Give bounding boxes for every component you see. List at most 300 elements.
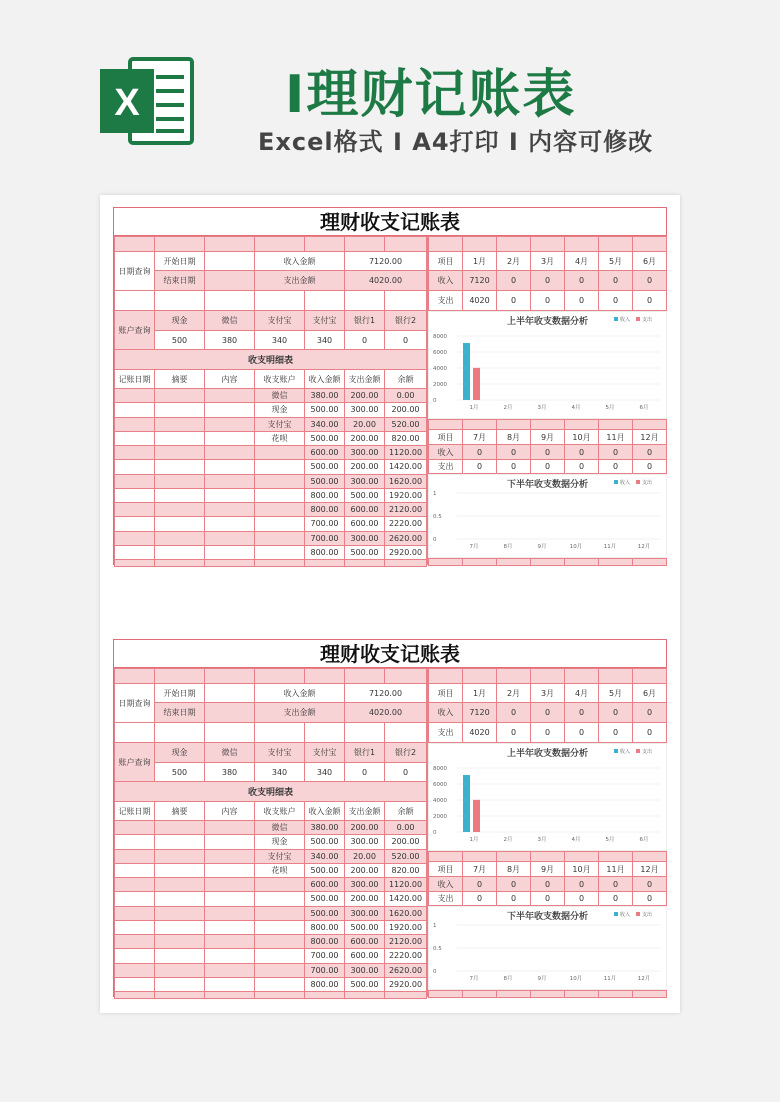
cell[interactable] (205, 723, 255, 743)
cell[interactable] (155, 503, 205, 517)
cell[interactable] (155, 417, 205, 431)
end-date-input[interactable] (205, 271, 255, 291)
cell[interactable] (115, 417, 155, 431)
income-value: 0 (497, 271, 531, 291)
legend-swatch (614, 317, 618, 321)
cell[interactable] (115, 992, 155, 999)
cell[interactable] (531, 237, 565, 252)
cell[interactable] (305, 560, 345, 567)
income-value: 0 (565, 271, 599, 291)
cell[interactable] (345, 992, 385, 999)
expense-label: 支出 (429, 892, 463, 906)
chart-title: 上半年收支数据分析 (506, 317, 589, 327)
cell[interactable] (155, 545, 205, 559)
expense-cell: 600.00 (345, 503, 385, 517)
cell[interactable] (115, 389, 155, 403)
cell[interactable] (205, 460, 255, 474)
cell[interactable] (115, 723, 155, 743)
x-tick-label: 5月 (605, 837, 615, 843)
account-balance: 340 (305, 763, 345, 782)
cell[interactable] (599, 669, 633, 684)
cell[interactable] (205, 237, 255, 252)
cell[interactable] (155, 892, 205, 906)
cell[interactable] (205, 531, 255, 545)
cell[interactable] (205, 992, 255, 999)
cell[interactable] (633, 420, 667, 430)
cell[interactable] (155, 669, 205, 684)
cell[interactable] (205, 835, 255, 849)
cell[interactable] (155, 488, 205, 502)
account-name: 微信 (205, 743, 255, 763)
cell[interactable] (115, 920, 155, 934)
cell[interactable] (155, 531, 205, 545)
expense-value: 0 (463, 460, 497, 474)
cell[interactable] (531, 669, 565, 684)
cell[interactable] (531, 991, 565, 998)
cell[interactable] (155, 821, 205, 835)
cell[interactable] (565, 559, 599, 566)
column-header: 支出金额 (345, 370, 385, 389)
cell[interactable] (205, 669, 255, 684)
cell[interactable] (205, 474, 255, 488)
start-date-input[interactable] (205, 252, 255, 271)
cell[interactable] (115, 977, 155, 991)
income-total-value: 7120.00 (345, 684, 427, 703)
expense-value: 0 (633, 460, 667, 474)
account-cell (255, 920, 305, 934)
cell[interactable] (385, 669, 427, 684)
account-cell (255, 906, 305, 920)
income-value: 7120 (463, 703, 497, 723)
column-header: 记账日期 (115, 802, 155, 821)
balance-cell: 1420.00 (385, 892, 427, 906)
cell[interactable] (205, 949, 255, 963)
expense-cell: 300.00 (345, 878, 385, 892)
cell[interactable] (155, 389, 205, 403)
cell[interactable] (255, 992, 305, 999)
y-tick-label: 6000 (433, 350, 447, 356)
legend-label: 支出 (642, 480, 653, 486)
month-header: 9月 (531, 862, 565, 877)
detail-row (115, 906, 427, 920)
cell[interactable] (155, 863, 205, 877)
month-header: 2月 (497, 252, 531, 271)
cell[interactable] (155, 560, 205, 567)
expense-cell: 200.00 (345, 460, 385, 474)
legend-label: 收入 (620, 749, 631, 755)
cell[interactable] (155, 517, 205, 531)
cell[interactable] (115, 460, 155, 474)
cell[interactable] (115, 669, 155, 684)
account-name: 支付宝 (305, 743, 345, 763)
cell[interactable] (155, 474, 205, 488)
cell[interactable] (345, 560, 385, 567)
cell[interactable] (565, 852, 599, 862)
legend-swatch (636, 749, 640, 753)
account-cell (255, 963, 305, 977)
cell[interactable] (115, 531, 155, 545)
cell[interactable] (155, 849, 205, 863)
second-half-chart (428, 906, 667, 990)
expense-cell: 500.00 (345, 488, 385, 502)
y-tick-label: 8000 (433, 334, 447, 340)
cell[interactable] (565, 991, 599, 998)
cell[interactable] (115, 503, 155, 517)
y-tick-label: 0 (433, 398, 437, 404)
account-balance: 340 (255, 763, 305, 782)
expense-value: 0 (633, 723, 667, 743)
account-cell: 现金 (255, 835, 305, 849)
y-tick-label: 1 (433, 491, 437, 497)
income-value: 0 (633, 445, 667, 460)
month-header: 3月 (531, 252, 565, 271)
expense-value: 0 (565, 892, 599, 906)
cell[interactable] (497, 852, 531, 862)
legend-swatch (614, 912, 618, 916)
cell[interactable] (463, 237, 497, 252)
end-date-input[interactable] (205, 703, 255, 723)
expense-cell: 200.00 (345, 389, 385, 403)
cell[interactable] (205, 977, 255, 991)
cell[interactable] (205, 849, 255, 863)
cell[interactable] (633, 237, 667, 252)
expense-value: 0 (497, 723, 531, 743)
cell[interactable] (429, 991, 463, 998)
cell[interactable] (205, 560, 255, 567)
cell[interactable] (633, 669, 667, 684)
month-header: 5月 (599, 252, 633, 271)
detail-row (115, 446, 427, 460)
month-header: 8月 (497, 430, 531, 445)
month-header: 12月 (633, 862, 667, 877)
cell[interactable] (463, 852, 497, 862)
cell[interactable] (429, 420, 463, 430)
expense-value: 0 (599, 291, 633, 311)
cell[interactable] (463, 559, 497, 566)
cell[interactable] (115, 963, 155, 977)
item-label: 项目 (429, 862, 463, 877)
cell[interactable] (497, 991, 531, 998)
cell[interactable] (155, 460, 205, 474)
x-tick-label: 9月 (537, 976, 547, 982)
cell[interactable] (205, 417, 255, 431)
cell[interactable] (155, 878, 205, 892)
income-cell: 800.00 (305, 920, 345, 934)
cell[interactable] (155, 949, 205, 963)
income-cell: 600.00 (305, 878, 345, 892)
cell[interactable] (115, 474, 155, 488)
income-cell: 500.00 (305, 835, 345, 849)
detail-row (115, 920, 427, 934)
cell[interactable] (205, 892, 255, 906)
cell[interactable] (115, 892, 155, 906)
cell[interactable] (599, 237, 633, 252)
x-tick-label: 10月 (569, 976, 583, 982)
expense-cell: 200.00 (345, 821, 385, 835)
cell[interactable] (205, 863, 255, 877)
account-name: 银行2 (385, 311, 427, 331)
income-value: 0 (497, 877, 531, 892)
expense-value: 0 (463, 892, 497, 906)
cell[interactable] (205, 403, 255, 417)
account-cell: 微信 (255, 821, 305, 835)
income-cell: 380.00 (305, 389, 345, 403)
cell[interactable] (115, 863, 155, 877)
x-tick-label: 5月 (605, 405, 615, 411)
month-header: 6月 (633, 252, 667, 271)
income-value: 0 (497, 445, 531, 460)
cell[interactable] (155, 992, 205, 999)
detail-row (115, 878, 427, 892)
x-tick-label: 6月 (639, 837, 649, 843)
cell[interactable] (205, 963, 255, 977)
sheet-1 (113, 207, 667, 565)
expense-value: 0 (531, 291, 565, 311)
balance-cell: 1420.00 (385, 460, 427, 474)
cell[interactable] (463, 991, 497, 998)
y-tick-label: 0 (433, 969, 437, 975)
cell[interactable] (255, 237, 305, 252)
cell[interactable] (205, 906, 255, 920)
expense-cell: 300.00 (345, 963, 385, 977)
balance-cell: 1920.00 (385, 488, 427, 502)
column-header: 余额 (385, 802, 427, 821)
cell[interactable] (305, 723, 345, 743)
balance-cell: 1620.00 (385, 906, 427, 920)
cell[interactable] (205, 935, 255, 949)
month-header: 8月 (497, 862, 531, 877)
cell[interactable] (599, 559, 633, 566)
cell[interactable] (205, 878, 255, 892)
cell[interactable] (205, 821, 255, 835)
cell[interactable] (497, 559, 531, 566)
cell[interactable] (115, 237, 155, 252)
cell[interactable] (429, 559, 463, 566)
cell[interactable] (205, 503, 255, 517)
cell[interactable] (155, 963, 205, 977)
cell[interactable] (115, 821, 155, 835)
month-header: 12月 (633, 430, 667, 445)
cell[interactable] (385, 992, 427, 999)
column-header: 支出金额 (345, 802, 385, 821)
income-value: 0 (599, 877, 633, 892)
cell[interactable] (155, 431, 205, 445)
cell[interactable] (205, 920, 255, 934)
expense-value: 0 (565, 460, 599, 474)
cell[interactable] (205, 446, 255, 460)
cell[interactable] (633, 991, 667, 998)
income-value: 0 (599, 445, 633, 460)
income-cell: 500.00 (305, 892, 345, 906)
cell[interactable] (205, 389, 255, 403)
cell[interactable] (115, 849, 155, 863)
cell[interactable] (385, 723, 427, 743)
expense-value: 0 (497, 892, 531, 906)
cell[interactable] (115, 446, 155, 460)
month-header: 6月 (633, 684, 667, 703)
cell[interactable] (385, 560, 427, 567)
balance-cell: 2920.00 (385, 545, 427, 559)
second-half-chart (428, 474, 667, 558)
cell[interactable] (155, 723, 205, 743)
balance-cell: 520.00 (385, 417, 427, 431)
month-header: 9月 (531, 430, 565, 445)
cell[interactable] (463, 420, 497, 430)
cell[interactable] (599, 852, 633, 862)
cell[interactable] (345, 723, 385, 743)
cell[interactable] (565, 420, 599, 430)
detail-title: 收支明细表 (115, 350, 427, 370)
account-cell: 花呗 (255, 431, 305, 445)
cell[interactable] (255, 560, 305, 567)
account-cell (255, 488, 305, 502)
cell[interactable] (385, 291, 427, 311)
bottom-strip (428, 558, 667, 566)
cell[interactable] (155, 403, 205, 417)
cell[interactable] (115, 878, 155, 892)
cell[interactable] (599, 420, 633, 430)
account-cell (255, 949, 305, 963)
cell[interactable] (115, 403, 155, 417)
cell[interactable] (205, 545, 255, 559)
cell[interactable] (385, 237, 427, 252)
end-date-label: 结束日期 (155, 703, 205, 723)
cell[interactable] (531, 852, 565, 862)
detail-row (115, 531, 427, 545)
account-cell: 微信 (255, 389, 305, 403)
monthly-summary-h1 (428, 236, 667, 311)
cell[interactable] (531, 559, 565, 566)
cell[interactable] (255, 723, 305, 743)
cell[interactable] (531, 420, 565, 430)
cell[interactable] (155, 291, 205, 311)
cell[interactable] (205, 488, 255, 502)
ledger-table (114, 236, 427, 567)
cell[interactable] (565, 669, 599, 684)
first-half-chart (428, 311, 667, 419)
x-tick-label: 4月 (571, 405, 581, 411)
legend-swatch (614, 749, 618, 753)
expense-value: 0 (531, 892, 565, 906)
chart-title: 上半年收支数据分析 (506, 749, 589, 759)
cell[interactable] (205, 517, 255, 531)
cell[interactable] (497, 237, 531, 252)
cell[interactable] (255, 291, 305, 311)
start-date-input[interactable] (205, 684, 255, 703)
account-balance: 0 (385, 763, 427, 782)
cell[interactable] (429, 852, 463, 862)
cell[interactable] (115, 906, 155, 920)
cell[interactable] (463, 669, 497, 684)
x-tick-label: 11月 (603, 976, 617, 982)
expense-cell: 20.00 (345, 417, 385, 431)
cell[interactable] (155, 906, 205, 920)
column-header: 摘要 (155, 370, 205, 389)
detail-row (115, 963, 427, 977)
cell[interactable] (429, 237, 463, 252)
cell[interactable] (633, 559, 667, 566)
cell[interactable] (155, 835, 205, 849)
cell[interactable] (115, 488, 155, 502)
detail-title: 收支明细表 (115, 782, 427, 802)
cell[interactable] (115, 291, 155, 311)
cell[interactable] (497, 420, 531, 430)
cell[interactable] (155, 237, 205, 252)
cell[interactable] (497, 669, 531, 684)
cell[interactable] (205, 291, 255, 311)
account-balance: 500 (155, 331, 205, 350)
expense-total-label: 支出金额 (255, 271, 345, 291)
cell[interactable] (205, 431, 255, 445)
y-tick-label: 2000 (433, 382, 447, 388)
detail-row (115, 977, 427, 991)
cell[interactable] (155, 935, 205, 949)
income-cell: 800.00 (305, 488, 345, 502)
cell[interactable] (115, 545, 155, 559)
cell[interactable] (345, 237, 385, 252)
column-header: 收支账户 (255, 802, 305, 821)
cell[interactable] (305, 992, 345, 999)
svg-text:X: X (114, 82, 140, 124)
cell[interactable] (565, 237, 599, 252)
cell[interactable] (255, 669, 305, 684)
cell[interactable] (633, 852, 667, 862)
cell[interactable] (155, 446, 205, 460)
expense-label: 支出 (429, 723, 463, 743)
cell[interactable] (305, 291, 345, 311)
income-cell: 800.00 (305, 545, 345, 559)
account-cell (255, 474, 305, 488)
income-value: 0 (531, 271, 565, 291)
item-label: 项目 (429, 684, 463, 703)
cell[interactable] (115, 517, 155, 531)
cell[interactable] (345, 669, 385, 684)
income-cell: 500.00 (305, 403, 345, 417)
x-tick-label: 10月 (569, 544, 583, 550)
income-cell: 500.00 (305, 863, 345, 877)
cell[interactable] (155, 977, 205, 991)
account-cell (255, 878, 305, 892)
account-name: 支付宝 (305, 311, 345, 331)
expense-cell: 20.00 (345, 849, 385, 863)
account-balance: 500 (155, 763, 205, 782)
expense-cell: 200.00 (345, 431, 385, 445)
balance-cell: 1620.00 (385, 474, 427, 488)
cell[interactable] (305, 669, 345, 684)
balance-cell: 0.00 (385, 821, 427, 835)
cell[interactable] (155, 920, 205, 934)
start-date-label: 开始日期 (155, 252, 205, 271)
cell[interactable] (599, 991, 633, 998)
detail-row (115, 460, 427, 474)
cell[interactable] (429, 669, 463, 684)
income-cell: 700.00 (305, 531, 345, 545)
cell[interactable] (115, 935, 155, 949)
y-tick-label: 4000 (433, 798, 447, 804)
x-tick-label: 9月 (537, 544, 547, 550)
cell[interactable] (115, 949, 155, 963)
expense-value: 0 (633, 892, 667, 906)
bottom-strip (428, 990, 667, 998)
legend-label: 收入 (620, 317, 631, 323)
cell[interactable] (115, 835, 155, 849)
cell[interactable] (305, 237, 345, 252)
cell[interactable] (115, 560, 155, 567)
cell[interactable] (115, 431, 155, 445)
account-cell (255, 446, 305, 460)
monthly-summary-h1 (428, 668, 667, 743)
cell[interactable] (345, 291, 385, 311)
